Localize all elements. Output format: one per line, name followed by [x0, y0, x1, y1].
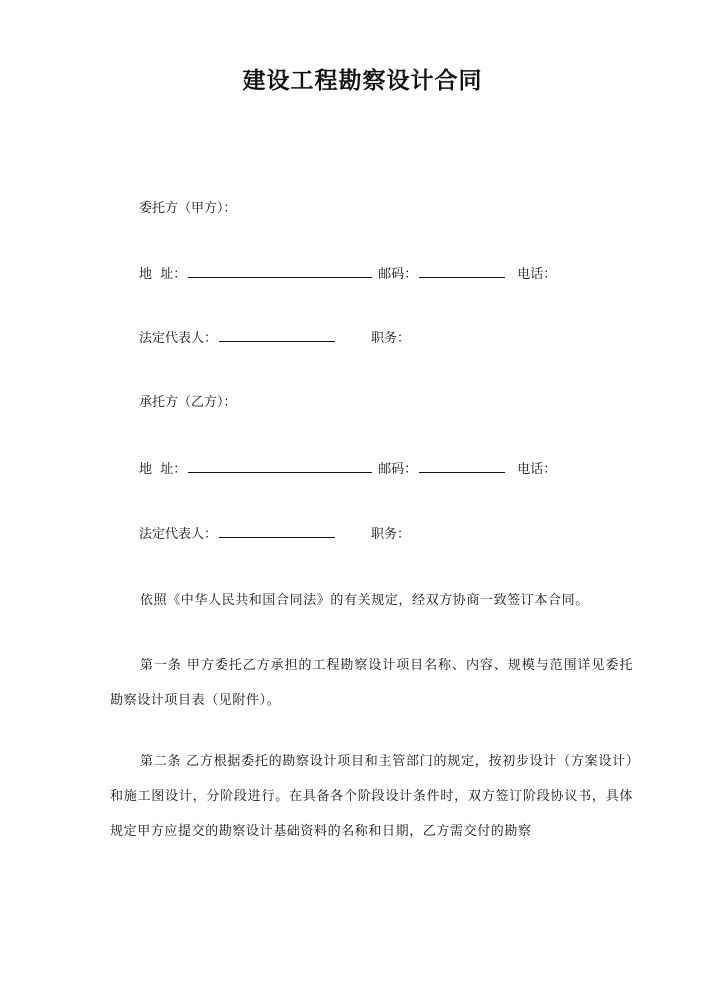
document-title: 建设工程勘察设计合同 — [242, 68, 483, 94]
address-blank — [188, 460, 372, 473]
article-1-paragraph: 第一条 甲方委托乙方承担的工程勘察设计项目名称、内容、规模与范围详见委托勘察设计项目表（见附件）。 — [110, 658, 633, 708]
zip-blank — [419, 460, 505, 473]
address-label: 地 址： — [139, 462, 187, 477]
rep-blank — [219, 525, 335, 538]
zip-blank — [419, 265, 505, 278]
phone-label: 电话： — [517, 267, 557, 282]
intro-paragraph: 依照《中华人民共和国合同法》的有关规定，经双方协商一致签订本合同。 — [140, 593, 589, 608]
party-b-heading: 承托方（乙方）： — [139, 395, 237, 410]
party-a-address-row — [139, 265, 556, 283]
party-a-rep-row — [139, 329, 410, 347]
zip-label: 邮码： — [378, 267, 418, 282]
address-label: 地 址： — [139, 267, 187, 282]
phone-label: 电话： — [517, 462, 557, 477]
party-b-rep-row — [139, 525, 410, 543]
rep-label: 法定代表人： — [139, 331, 218, 346]
rep-label: 法定代表人： — [139, 527, 218, 542]
address-blank — [188, 265, 372, 278]
zip-label: 邮码： — [378, 462, 418, 477]
party-a-heading: 委托方（甲方）： — [139, 201, 237, 216]
rep-blank — [219, 329, 335, 342]
position-label: 职务： — [371, 527, 411, 542]
position-label: 职务： — [371, 331, 411, 346]
party-b-address-row — [139, 460, 556, 478]
article-2-paragraph: 第二条 乙方根据委托的勘察设计项目和主管部门的规定，按初步设计（方案设计）和施工图设计，分阶段进行。在具备各个阶段设计条件时，双方签订阶段协议书，具体规定甲方应提交的勘察设计基础资料的名称和日期，乙方需交付的勘察 — [110, 754, 633, 839]
